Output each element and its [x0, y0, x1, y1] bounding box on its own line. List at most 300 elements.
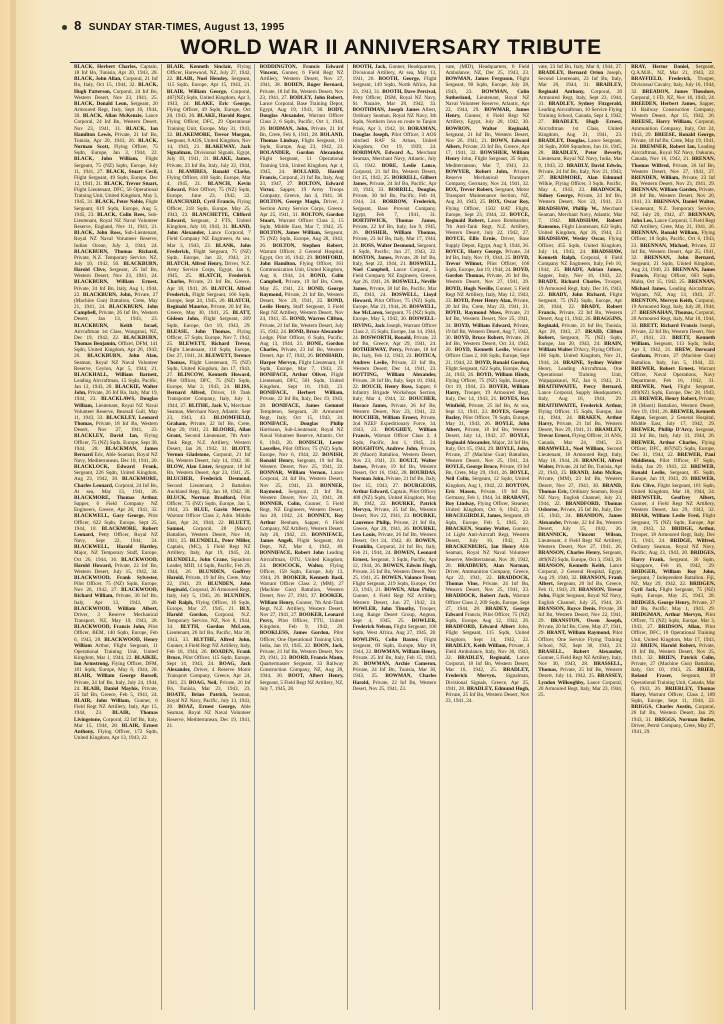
entry-name: BRADLEY, Hugh Ernest, — [552, 119, 623, 126]
entry-name: BLACKBURN, John, — [82, 291, 132, 298]
entry-name: BOYLE, Reginald Alexander, — [445, 433, 530, 446]
entry-name: BRIEN, Harold Robert, — [640, 642, 697, 649]
entry-name: BOYD, Bruce Robert, — [453, 334, 505, 341]
entry-name: BOND, Colin Campbell, — [259, 273, 344, 286]
entry-name: BLACKMAN, James Bernard — [74, 445, 158, 458]
entry-name: BRANDFORD, Thomas Osborne, — [538, 501, 623, 514]
entry-details: Arthur, Flight Sergeant, 11 Operational Training Unit, United Kingdom, Mar 1, 1944, 22. — [74, 642, 158, 661]
honour-entry — [538, 630, 622, 648]
honour-entry — [631, 495, 715, 513]
entry-details: Driver, 2 Section Army Service Corps, Greece, Apr 25, 1941, 31. — [259, 199, 344, 218]
entry-name: BLACKMORE, Thomas Arthur, — [74, 494, 158, 501]
entry-details: Corporal, 26 Inf Bn, Western Desert, Jan 29, 1943, 31. — [631, 704, 716, 723]
entry-name: BOOT, Albert Henry, — [288, 673, 344, 680]
entry-details: Lance Corporal, 20 Armoured Regt, Italy, Mar 23, 1944, 25. — [538, 679, 623, 698]
entry-details: Sergeant, 20 Inf Bn, Greece, Feb 11, 1943, 29. — [538, 581, 623, 594]
entry-details: Ordinary Seaman, Royal NZ Navy, Pacific, Aug 23, 1943, 20. — [631, 544, 716, 557]
entry-name: BLACK, John Ross, — [74, 230, 122, 237]
entry-name: BLUNDELL, Peter Miller, — [189, 538, 251, 545]
entry-name: BOWEN, Franklin, — [352, 538, 437, 551]
entry-details: Private, 21 Inf Bn, Western Desert, Nov 29, 1941, 23. — [259, 648, 344, 661]
entry-name: BRABANT, Roy Lindsay, — [445, 494, 530, 508]
entry-name: BRADDOCK, Robert Jack, — [445, 593, 510, 600]
entry-name: BRENNAN, John Bernard, — [644, 254, 716, 261]
entry-details: Divisional Signals, Egypt, July 19, 1941, 31. — [166, 150, 251, 163]
entry-name: BRAGGINS, Reginald, — [538, 316, 623, 329]
entry-details: Corporal, 487(NZ) Sqdn, United Kingdom, Apr 3, 1943, 24. — [166, 88, 251, 107]
entry-details: Leading Aircraftman, 10 Service Flying Training School, Canada, Sept 4, 1942, 27. — [538, 107, 623, 126]
entry-name: BRACEGIRDLE, James, — [445, 513, 502, 520]
entry-name: BONNEY, Roy Arthur — [259, 513, 344, 526]
entry-details: Flying Officer, Steamer, United Kingdom, Oct 6, 1943, 23. — [445, 501, 530, 514]
entry-details: Corporal, 6 Field Company NZ Engineers, Italy, Feb 16, 1944, 25. — [538, 254, 623, 274]
entry-name: BLEWETT, Richard Trevor, — [178, 341, 251, 348]
entry-name: BLAKE, Harold Roger, — [197, 113, 251, 120]
entry-details: Flight Sergeant, 75 (NZ) Sqdn, Europe, Apr 28, 1943, 32. — [631, 513, 716, 532]
entry-name: BORE, Leslie Lance, — [381, 162, 437, 169]
entry-details: Second Lieutenant, 7th Anti-Tank Regt, N.Z. Artillery, Western Desert, Jan 26, 1942, 31. — [166, 433, 251, 452]
honour-entry — [74, 686, 158, 698]
entry-name: BRAND, John McRae, — [569, 470, 623, 477]
entry-name: BLACK, Stuart Cecil, — [106, 168, 158, 175]
entry-details: Private, N.Z. Temporary Service, NZ, July 10, 1942, 50. — [74, 254, 158, 267]
entry-details: Gunner, 5 Field Regt NZ Artillery, Italy, May 12, 1943, 23. — [445, 285, 530, 304]
entry-details: Private, 26 Inf Bn, Western Desert, Jan 13, 1943, 23. — [74, 310, 158, 323]
entry-name: BOSWELL, Neville James, — [352, 279, 437, 292]
entry-name: BLACK, Herbert Charles, — [74, 64, 138, 70]
entry-name: BOURKE, Patrick Mervyn, — [352, 501, 437, 514]
entry-name: BRAINE, Sydney Walter — [562, 359, 623, 366]
entry-name: BLACKBURN, John Alan, — [87, 353, 158, 360]
entry-name: BONNIFACE, Robert John — [259, 550, 324, 557]
entry-details: Private, 25 Inf Bn, Western Desert, July 14, 1942, 25. — [538, 667, 623, 680]
entry-name: BOYD, Ronald Gordon, — [475, 359, 530, 366]
entry-name: BODDINGTON, Francis Edward Vincent, — [259, 64, 344, 77]
entry-name: BOLTON, Edward Victor, — [259, 180, 344, 194]
entry-name: BLACKLAWS, Douglas William, — [74, 396, 158, 409]
entry-details: Lance Corporal, 24 Inf Bn, Western Desert, Nov 25, 1941, 23. — [259, 470, 344, 489]
entry-name: BRENNAN, John Leo, — [631, 211, 716, 224]
honour-entry — [631, 89, 715, 101]
entry-details: Private, 25 Inf Bn, Western Desert, Nov 22, 1941, 23. — [352, 507, 437, 520]
entry-details: Benham, Sapper, 6 Field Company, NZ Artillery, Western Desert, July 26, 1942, 23. — [259, 519, 344, 538]
entry-details: Sergeant, 5 Field Regt NZ Artillery, NZ, July 7, 1945, 28. — [259, 679, 344, 692]
entry-details: Driver, N.Z. Army Service Corps, Egypt, Jan 6, 1945, 25. — [166, 261, 251, 280]
entry-details: Flying Officer, 75 (NZ) Sqdn, Europe, Oct 19, 1944, 23. — [445, 377, 530, 391]
entry-name: BOYES, George Bazley, — [445, 408, 530, 421]
entry-details: Private, 4 Field Ambulance, Italy, Nov 30, 1943, 22. — [445, 642, 530, 661]
entry-name: BOUCHER, William Ernest, — [352, 414, 419, 421]
entry-details: Warrant Officer Class 2, (MM), 27 (Machine Gun) Battalion, Western Desert, Nov 27, 1941, 37. — [259, 581, 344, 600]
entry-name: BOND, George Raymond, — [259, 285, 344, 298]
entry-name: BLACKBURN, Thomas Benjamin, — [74, 334, 158, 348]
entry-details: Able Seaman, Royal NZ Naval Volunteer Reserve, Mediterranean, Dec 19, 1941, 21. — [166, 704, 251, 729]
entry-details: Lance Corporal, 24 Inf Bn, Western Desert, Nov 23, 1941, 31. — [74, 113, 158, 132]
entry-details: Private, 30 Inf Bn, Italy, Apr 13, 1943, 26. — [74, 593, 158, 606]
entry-name: BLANCH, Kevin Edward, — [166, 180, 251, 194]
honour-entry — [538, 550, 622, 562]
entry-name: BRAID, Clifton Robert, — [538, 328, 623, 341]
entry-details: Private, 23 Inf Bn, Western Desert, Nov 23, 1941, 29. — [631, 174, 716, 187]
entry-name: BRANSON, Frank Albert, — [538, 574, 623, 588]
entry-details: Sergeant, 115 Sqdn, Europe, Apr 15, 1943, 21. — [166, 76, 251, 89]
entry-name: BRAKEN, Arthur Harry, — [538, 414, 623, 428]
entry-name: BLACKWELL, Gary George, — [74, 513, 145, 520]
entry-name: BOTHERWAY, Percy, — [352, 347, 403, 354]
entry-details: Private, 21 Inf Bn, Greece, Apr 20, 1941, 26. — [352, 519, 437, 532]
entry-name: BOYLE, Neil Colin, — [445, 470, 530, 483]
entry-details: Flight Sergeant, 269 Sqdn, Europe, Oct 19, 1943, 29. — [166, 316, 251, 329]
entry-name: BONHARD, Harper Mervyn, — [259, 353, 344, 366]
honour-entry — [167, 704, 251, 728]
entry-name: BRIDGES, Harry Frank, — [631, 550, 716, 563]
entry-details: Private, 21 Inf Bn, Tunisia, Apr 20, 1943, 26. — [74, 131, 158, 144]
entry-details: Joseph, Second Lieutenant, 23 Inf Bn, Italy, Mar 26, 1944, 31. — [538, 70, 623, 89]
entry-details: Leading Aircraftman, OTU, United Kingdom, 24. — [259, 550, 344, 569]
entry-name: BRENDEN, William, — [631, 174, 680, 181]
entry-name: BRETT, Kenneth William, — [631, 334, 716, 348]
entry-details: Aircraftman 1st Class, United Kingdom, Aug 21, 1941, 23. — [538, 125, 623, 138]
entry-details: Lance Corporal, Base Training Depot, Egypt, Aug 19, 1943, 30. — [259, 100, 344, 114]
entry-details: Private, 22 Inf Bn, Italy, Jan 9, 1945, 26. — [352, 224, 437, 237]
entry-details: Flight Sergeant, 10 Sqdn, Europe, Aug 23, 1942, 23. — [259, 137, 344, 151]
entry-name: BRADLEY, Edmund Hugh, — [466, 685, 530, 692]
entry-name: BONNER, Colin, — [259, 501, 301, 508]
entry-details: Sapper, 13 Railway Construction Company, Western Desert, Apr 15, 1942, 26. — [631, 100, 716, 120]
entry-name: BOWMAN, Archie Cameron, — [363, 661, 437, 668]
honour-entry — [167, 464, 251, 476]
entry-details: vate, (MID), Headquarters, 6 Field Ambulance, NZ, Dec 25, 1943, 23. — [445, 64, 530, 77]
entry-details: Lance Corporal, 2 General Hospital, Egypt, Aug 29, 1940, 32. — [538, 562, 623, 581]
entry-details: Private, 20 Inf Bn, Greece, May 30, 1941, 25. — [166, 304, 251, 317]
entry-details: Private, 21 Inf Bn, Italy, Dec 15, 1943, 27. — [352, 476, 437, 489]
entry-name: BONNIFACE, James Angell, — [259, 531, 344, 545]
entry-name: BRENNAN, Daniel Walter, — [653, 199, 716, 206]
entry-details: Second Lieutenant, 18 Armoured Regt, Italy, May 18, 1944, 26. — [538, 445, 623, 464]
entry-name: BRIAR, William Leslie Fred, — [631, 513, 700, 520]
entry-details: Flying Officer, 18 Sqdn, Pacific, Oct 6, 1943, 23. — [631, 230, 716, 249]
entry-name: BRAMLEY, Trevor Ernest, — [538, 427, 623, 440]
entry-details: Flight Sergeant, 166 Sqdn, Europe, Sept 24, 1945, 26. — [166, 291, 251, 304]
entry-name: BREWER, Paul Middleton, — [631, 451, 716, 464]
entry-details: Private, 24 Inf Bn, Italy, July 24, 1944, 24. — [74, 679, 158, 692]
entry-name: BOWN, Edward Albert, — [445, 137, 530, 151]
entry-details: Trooper, 19 Armoured Regt, Italy, Dec 14, 1943, 21. — [445, 390, 530, 403]
entry-name: BOWEN, Allan Philip, — [384, 587, 437, 594]
entry-details: Private, 27 (Machine Gun) Battalion, Italy, Oct 10, 1943, 25. — [631, 661, 716, 674]
honour-entry — [260, 372, 344, 390]
entry-details: Private, 30 Inf Bn, Pacific, Feb 10, 1944, 24. — [352, 193, 437, 206]
entry-details: Lieutenant, 4 Field Regt NZ Artillery, Western Desert, Nov 27, 1941, 26. — [538, 538, 623, 551]
entry-details: Private, 22 Inf Bn, Crete, May 20, 1941, 23. — [166, 421, 251, 434]
entry-details: Flying Officer, 49 Sqdn, Europe, Oct 28, 1943, 26. — [166, 107, 251, 120]
entry-details: Templeton, Sergeant, 20 Armoured Regt, Italy, Oct 15, 1943, 24. — [259, 408, 344, 421]
entry-name: BLACKLEY, Leonard Thomas, — [74, 414, 158, 428]
entry-name: BRIERLEY, Thomas Harry, — [631, 685, 716, 698]
entry-name: BODMAN, John, — [268, 125, 309, 132]
entry-details: Flying Officer, 16 Sqdn, Europe, Mar 27, 1945, 21. — [166, 599, 251, 612]
entry-details: Lieutenant, Royal NZ Navy, India, Mar 9, 1943, 22. — [538, 156, 623, 169]
entry-details: Squadron Leader, MID, 14 Sqdn, Pacific, Feb 29, 1944, 26. — [166, 556, 251, 575]
entry-name: BOUCH, Henry Ross, — [361, 384, 414, 391]
entry-name: BOND, Bruce Alexander — [288, 328, 344, 335]
entry-details: Quartermaster Sergeant, 33 Railway Construction Company, NZ, Aug 20, 1944, 30. — [259, 661, 344, 680]
entry-details: Private, 23 Inf Bn, Western Desert, Apr 17, 1943, 26. — [259, 347, 344, 360]
entry-name: BOLTON, Stephen Robert, — [272, 242, 344, 249]
entry-name: BOSTON, James, — [352, 254, 393, 261]
entry-name: BOLTON, Gordon Stuart, — [259, 211, 344, 224]
entry-details: Pilot Officer, 75 (NZ) Sqdn, Europe, June 23, 1942, 22. — [166, 187, 251, 200]
entry-name: BLOTT, Vernon Gladstone, — [166, 445, 251, 458]
page-crease — [10, 0, 16, 1024]
entry-details: Sergeant, 49 Sqdn, Europe, Feb 5, 1945, 22. — [445, 513, 530, 526]
entry-name: BOYCE, Reginald Robert, — [445, 211, 530, 224]
entry-name: BORROW, Frederick, — [382, 199, 437, 206]
entry-details: Private, 27 (Machine Gun) Battalion, Crete, May 21, 1941, 24. — [74, 291, 158, 311]
entry-name: BLACK, John Allan, — [74, 76, 122, 83]
honour-entry — [167, 76, 251, 88]
entry-name: BRANSON, Kenneth Keith, — [538, 562, 606, 569]
entry-details: Corporal, 21 Inf Bn, Italy, Oct 15, 1944, 32. — [74, 76, 158, 89]
entry-details: Sergeant, 22 Inf Bn, Italy, July 31, 1944, 26. — [631, 427, 716, 440]
entry-details: Sergeant, Q.A.M.B., NZ, Mar 21, 1943, 22. — [631, 64, 716, 77]
entry-name: BLACKIE, Walter John, — [74, 384, 158, 397]
entry-name: BRAYFIELD, Frederick, — [631, 76, 692, 83]
entry-details: Pilot Officer, TTU, United Kingdom, Feb 9, 1942, 29. — [259, 618, 344, 631]
entry-details: Private, 25 Inf Bn, Western Desert, Nov 23, 1941, 24. — [445, 691, 530, 705]
entry-details: John, Flight Sergeant, 35 Sqdn, Mediterranean, Mar 7, 1943, 23. — [445, 156, 530, 169]
honour-entry — [631, 427, 715, 439]
entry-name: BODLEY, John Robert, — [289, 94, 344, 101]
honour-entry — [631, 600, 715, 612]
entry-name: BRIDGER, William Roy John, — [631, 568, 716, 575]
entry-details: Private, 22 Inf Bn, Western Desert, Aug 11, 1942, 26. — [538, 310, 623, 323]
entry-details: Private, 27 Inf Bn, Pacific, May 1, 1943, 29. — [631, 599, 716, 612]
entry-name: BRIDSON, Allan, — [658, 624, 701, 631]
entry-details: Lance Corporal, 5 Field Regt NZ Artillery, Crete, May 21, 1941, 26. — [631, 217, 716, 231]
entry-details: Sergeant, 20 Armoured Regt, Italy, Sept 16, 1944, 30. — [74, 100, 158, 120]
entry-details: Flight Lieutenant, DFC, 56 Operational Training Unit, United Kingdom, May 3, 1945, 31. — [74, 187, 158, 206]
entry-name: BOWRON, Walter Reginald, — [445, 125, 530, 132]
entry-name: BRIDGEN, Cyril Jack, — [631, 581, 716, 594]
entry-name: BOMFORD, John Hamilton, — [259, 254, 344, 267]
entry-details: Pilot Officer, One Operational Training Unit, India, Jan 19, 1945, 22. — [259, 630, 344, 649]
entry-name: BRADLEY, Peter Beverly, — [551, 150, 623, 157]
masthead — [62, 18, 285, 33]
entry-details: Lieutenant, N.Z. Temporary Service, NZ, July 20, 1942, 47. — [631, 205, 716, 218]
entry-details: Sergeant, 489(NZ) Sqdn, Europe, Oct 3, 1943, 28. — [538, 550, 623, 563]
entry-name: BREESE, Ronald George, — [654, 131, 716, 138]
entry-name: BOLLARD, Harold Francis, — [259, 168, 344, 181]
entry-details: Private, 19 Inf Bn, Crete, May 29, 1941, 26. — [445, 464, 530, 477]
entry-details: Pilot Officer, 67 Sqdn, India, Jan 29, 1943, 22. — [631, 458, 716, 471]
entry-details: Private, 24 Inf Bn, Italy, Nov 21, 1943, 27. — [538, 168, 623, 181]
entry-details: Sergeant, 21 Inf Bn, Western Desert, Nov 26, 1941, 21. — [445, 131, 530, 144]
entry-details: Private, 30 Inf Bn, Pacific, Mar 25, 1943, 24. — [352, 285, 437, 298]
entry-details: Private, 19 Inf Bn, Crete, May 25, 1941, 23. — [259, 279, 344, 292]
entry-details: Flight Sergeant, 489(NZ) Sqdn, Europe, Dec 28, 1943, 23. — [631, 384, 716, 403]
entry-name: BONIFACE, Arthur Oliver, — [259, 371, 327, 378]
entry-name: BRENTON, Mervyn Keith, — [631, 297, 694, 304]
honour-entry — [445, 513, 529, 525]
entry-name: BOURKE, Leo Louis, — [352, 525, 437, 538]
entry-details: Flying Officer, 57 Sqdn, Europe, Nov 7, 1942, 25. — [166, 328, 251, 348]
entry-details: Captain, Pilot Officer, 488 (NZ) Sqdn, United Kingdom, May 28, 1942, 22. — [352, 488, 437, 508]
entry-details: Gunner, 4 Field Regt NZ Artillery, Italy, Feb 18, 1944, 26. — [166, 642, 251, 655]
entry-details: Private, 22 Inf Bn, Italy, Dec 19, 1943, 28. — [259, 396, 344, 409]
entry-details: Pilot Officer, 78 Sqdn, Europe, May 31, 1943, 26. — [445, 414, 530, 428]
honour-entry — [260, 403, 344, 421]
entry-details: Flight Sergeant, 100 Sqdn, West Africa, Aug 27, 1945, 28. — [352, 624, 437, 637]
honour-entry — [445, 298, 529, 310]
honour-entry — [353, 243, 437, 255]
entry-details: Joseph, Warrant Officer Class 2, 15 Sqdn, Europe, Jan 14, 1944, 24. — [352, 322, 437, 341]
entry-name: BRADMORE, Alan Edmund — [549, 174, 623, 181]
entry-details: Sergeant, 2 FTS, United Kingdom, July 18, 1943, 31. — [166, 217, 251, 231]
entry-details: Lodge, Pilot Officer, 6 Sqdn, Pacific, Aug 13, 1944, 21. — [259, 334, 344, 348]
entry-name: BRADY, John Richard, — [548, 291, 606, 298]
entry-name: BONIFACE, James Gemmel — [271, 402, 344, 409]
entry-name: BLOW, Alan Lister, — [166, 464, 214, 471]
honour-entry — [74, 495, 158, 513]
entry-name: BRIEN, Patrick Colin, — [658, 655, 716, 661]
entry-details: Sergeant, 2 General Hospital, Middle East, July 17, 1942, 29. — [631, 414, 716, 428]
entry-details: Pilot Officer, 75 (NZ) Sqdn, Europe, Nov 26, 1942, 27. — [74, 581, 158, 594]
entry-details: Pilot Officer, 75 (NZ) Sqdn, Europe, Nov 6, 1944, 22. — [259, 445, 344, 458]
entry-details: Lieutenant, Royal NZ Naval Volunteer Reserve, Atlantic, Apr 22, 1944, 29. — [445, 94, 530, 114]
entry-details: Private, 20 Inf Bn, Crete, May 27, 1941, 29. — [538, 624, 623, 637]
entry-name: BOAZ, Ernest George, — [178, 704, 237, 711]
entry-details: Albert, Ordinary Seaman, Royal NZ Navy, 3th Sqdn, Northern Java en route to Tanjon Priok, Apr 3, 1942, 18. — [352, 107, 437, 132]
entry-name: BORDMAN, Edward A., — [352, 150, 413, 157]
entry-details: Driver, Base Supply Depot, Egypt, Aug 9, 1944, 26. — [445, 236, 530, 249]
entry-details: Private, 26 Inf Bn, Western Desert, Nov 27, 1941, 29. — [445, 273, 530, 286]
entry-details: Captain, (MC), 5 Field Regt NZ Artillery, Italy, Apr 19, 1945, 24. — [166, 544, 251, 557]
entry-name: BLACKWOOD, Frank Sylvester, — [74, 574, 158, 581]
entry-details: Corporal, 19 Armoured Regt, Italy, July 28, 1944, 27. — [631, 297, 716, 317]
entry-details: Sapper, 6 Infantry Brigade Workshops Section, Italy, Mar 4, 1944, 32. — [352, 384, 437, 403]
entry-details: Private, 19 Inf Bn, Germany, Feb 1, 1944, 34. — [445, 488, 530, 501]
entry-name: BOYES, Rex Winfield, — [445, 396, 530, 409]
entry-details: Seaman, Royal NZ Navy, Pacific, July 13, 1943, 20. — [166, 691, 251, 711]
honour-entry — [631, 366, 715, 384]
entry-name: BOSHER, William Thomas, — [364, 230, 437, 237]
entry-details: Private, 27 (Machine Gun) Battalion, Italy, Jun 5, 1944, 22. — [631, 353, 716, 366]
entry-name: BOADEN, Frank Bruce, — [166, 648, 251, 661]
entry-name: BOYLE, George Bruce, — [445, 464, 499, 471]
column-5 — [445, 64, 533, 1010]
entry-name: BREW, Derward Graham, — [631, 347, 716, 360]
entry-name: BLANCHARD, Cyril Francis, — [166, 199, 236, 206]
entry-details: Corporal, 21 Inf Bn, Western Desert, Oct 25, 1942, 25. — [352, 168, 437, 181]
entry-details: Lance Corporal, 18 Inf Bn, Western Desert, Mar 16, 1942, 25. — [445, 655, 530, 674]
entry-name: BRADDOCK, Thomas Vine, — [445, 574, 530, 588]
entry-details: Joseph, Private, 22 Inf Bn, Western Desert, Nov 27, 1941, 23. — [631, 322, 716, 341]
entry-name: BLISS, Bernard Alfred, — [166, 384, 251, 397]
entry-details: Private, 28 Inf Bn, Italy, Sept 22, 1944, 21. — [352, 254, 437, 267]
entry-details: vate, 23 Inf Bn, Italy, Mar 8, 1944, 27. — [538, 64, 623, 70]
entry-details: Pilot Officer, 3 AOS stitched RAF St. Athan, United Kingdom, Oct 19, 1939, 24. — [352, 131, 437, 151]
entry-name: BOYD, Peter Henry Alan, — [453, 297, 512, 304]
entry-name: BRASSELL, Thomas, — [538, 661, 623, 674]
entry-details: Driver, 4 Reserve Motor Transport Company, Greece, Apr 24, 1941, 23. — [166, 667, 251, 686]
entry-details: Flight Sergeant, 619 Sqdn, Europe, Aug 5, 1945, 23. — [74, 199, 158, 218]
entry-name: BLACKLOCK, Edward Frank, — [74, 464, 158, 471]
entry-details: Sergeant, 7 Independent Battalion, Fiji, NZ, May 29, 1942, 22. — [631, 574, 716, 588]
entry-details: Flight Lieutenant, 75 (NZ) Sqdn, United Kingdom, Jan 17, 1943, 27. — [166, 359, 251, 378]
entry-details: Driver, 3 Reserve Mechanical Transport, NZ, May 19, 1943, 28. — [74, 611, 158, 625]
entry-details: Pilot Officer, 75 (NZ) Sqdn, Europe, Mar 3, 1943, 27. — [631, 611, 716, 631]
entry-details: Private, 24 Inf Bn, Tunisia, Mar 30, 1943, 25. — [352, 667, 437, 680]
paper-dateline: SUNDAY STAR-TIMES, August 13, 1995 — [88, 22, 285, 33]
entry-name: BLATCH, Reginald Maurice, — [166, 297, 251, 311]
entry-details: Private, 24 Inf Bn, Pacific, Apr 19, 1943, 33. — [352, 180, 437, 194]
entry-name: BLUCK, Norman Bradford, — [166, 494, 237, 501]
entry-details: Sergeant, 6 Sqdn, Pacific, Jun 27, 1943, 22. — [352, 242, 437, 255]
entry-details: Private, 23 Inf Bn, Italy, Mar 17, 1944, 24. — [352, 236, 437, 249]
honour-entry — [74, 230, 158, 248]
entry-name: BLUNDELL, John Crane, — [166, 556, 229, 563]
entry-name: BRANSON, Royce Denis, — [538, 605, 597, 612]
bullet-icon — [62, 25, 67, 30]
entry-name: BOWEN, Valance Trent, — [381, 574, 437, 581]
entry-details: Flying Officer, DFM, 161 Sqdn, Europe, May 6, 1944, 28. — [74, 661, 158, 674]
honour-entry — [538, 532, 622, 550]
entry-details: Flying Officer, 455 Sqdn, United Kingdom, July 14, 1943, 24. — [538, 236, 623, 255]
entry-details: Corporal, 24 Inf Bn, Italy, Feb 21, 1944, 24. — [352, 544, 437, 557]
entry-details: Sub-Lieutenant, Royal NZ Naval Volunteer Reserve, England, Nov 11, 1941, 21. — [74, 211, 158, 231]
entry-details: Pilot Officer, 115 Sqdn, Europe, Sept 14, 1943, 24. — [166, 655, 251, 668]
entry-name: BRADLEY, Douglas, — [538, 137, 586, 144]
entry-name: BOATE, Brian Patrick, — [166, 691, 228, 698]
entry-details: Corporal, 28 (Maori) Battalion, Western Desert, Nov 18, 1941, 25. — [166, 525, 251, 545]
entry-details: Flying Officer, DFC, 29 Operational Training Unit, Europe, May 31, 1943, 32. — [166, 119, 251, 138]
entry-details: Seaman, Royal NZ Naval Volunteer Reserve, Ceylon, Apr 5, 1944, 21. — [74, 359, 158, 372]
entry-name: BRANNICK, Vincent Wilson, — [538, 531, 623, 538]
entry-name: BLITHE, Jack V., — [188, 402, 230, 409]
entry-details: Sergeant, 75 (NZ) Sqdn, Europe, Aug 28, 1943, 26. — [259, 230, 344, 249]
entry-details: Sergeant, 8 AOS, United Kingdom, Nov 14, 1943, 21. — [166, 137, 251, 151]
entry-name: BOOKLESS, James Gordon, — [259, 630, 330, 637]
honour-entry — [445, 169, 529, 187]
column-2 — [167, 64, 255, 1010]
entry-name: BRACKENBURG, Ian Henry — [445, 544, 517, 551]
entry-name: BLACKWELL, Harold Hartley, — [74, 544, 158, 551]
entry-details: Corporal, 26 Armoured Regt, Italy, July 5, 1945, 26. — [166, 587, 251, 600]
entry-details: Gunner, 6 Field Regt NZ Artillery, Italy, Apr 15, 1944, 23. — [74, 698, 158, 717]
entry-details: Corporal, 20 Armoured Regt, Italy, Sept 23, 1944, 31. — [538, 88, 623, 107]
entry-name: BOYD, Raymond Moss, — [445, 310, 503, 317]
entry-name: BONNER, Raymond, — [259, 482, 344, 495]
entry-details: Lance Corporal, 5 Field Company NZ Engineers, Greece, Apr 26, 1941, 26. — [352, 267, 437, 286]
entry-details: Flight Sergeant, 622 Sqdn, Europe, Aug 24, 1943, 26. — [445, 365, 530, 378]
entry-name: BONISCH, Lester Lascelles, — [259, 439, 344, 452]
entry-name: BORAMAN, Douglas Joseph, — [352, 125, 437, 138]
entry-name: BOYTON, Eric Mason, — [445, 482, 530, 495]
entry-name: BLAND, John Alexander, — [166, 224, 251, 237]
entry-name: BRADLEY, Reginald, — [457, 655, 511, 661]
entry-details: Leading Aircraftman, 15 Sqdn, Pacific, Jan 12, 1943, 20. — [74, 377, 158, 391]
entry-name: BOULT, Walter James, — [352, 458, 437, 471]
entry-name: BLAIR, William George, — [166, 88, 228, 95]
entry-name: BLANCHETTE, Clifford Edward, — [166, 211, 251, 224]
entry-details: Signalman, Divisional Signals, Greece, Apr 25, 1941, 28. — [445, 673, 530, 692]
entry-details: Pilot Officer, BEM, 140 Sqdn, Europe, Feb 6, 1943, 28. — [74, 624, 158, 643]
honour-entry — [631, 175, 715, 187]
entry-details: Private, 26 Inf Bn, Western Desert, Oct 24, 1942, 40. — [352, 531, 437, 545]
entry-name: BLUNDEN, Godfrey Harold, — [166, 568, 251, 581]
honour-entry — [445, 64, 529, 76]
